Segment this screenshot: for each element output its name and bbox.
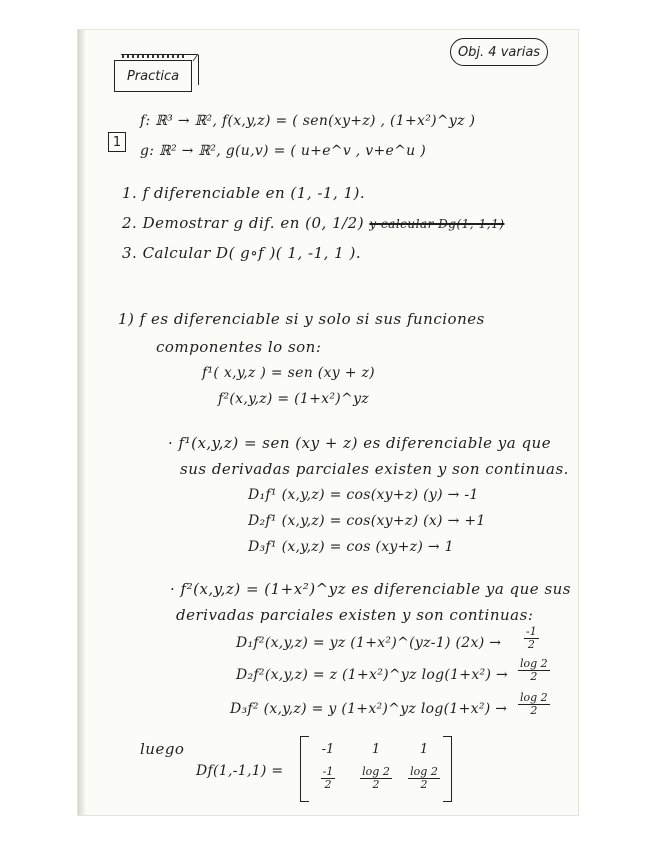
problem-number: 1 [112,134,122,150]
matrix-cell-2-2 [356,766,396,791]
page-edge-shadow [78,30,86,815]
d2-f2-value-num: log 2 [520,657,548,670]
matrix-cell-2-3 [404,766,444,791]
matrix-cell-2-2-den: 2 [372,778,380,791]
matrix-cell-1-1: -1 [321,742,335,757]
d2-f2-value-den: 2 [530,670,538,683]
matrix-cell-2-3-den: 2 [420,778,428,791]
d2-f2: D₂f²(x,y,z) = z (1+x²)^yz log(1+x²) → [236,667,508,683]
jacobian-matrix [300,736,452,802]
d3-f2-value [518,692,550,717]
f2-claim-line-2: derivadas parciales existen y son continuas: [176,606,534,624]
f1-claim-line-2: sus derivadas parciales existen y son continuas. [180,460,569,478]
task-2 [122,216,504,231]
matrix-cell-2-1-num: -1 [322,765,334,778]
matrix-cell-2-1-den: 2 [324,778,332,791]
matrix-right-bracket [443,736,452,802]
g-definition: g: ℝ² → ℝ², g(u,v) = ( u+e^v , v+e^u ) [140,143,426,159]
f-definition: f: ℝ³ → ℝ², f(x,y,z) = ( sen(xy+z) , (1+x²)^yz ) [140,113,476,129]
task-2-text: 2. Demostrar g dif. en (0, 1/2) [122,214,365,232]
d2-f2-value [518,658,550,683]
solution-intro-1: 1) f es diferenciable si y solo si sus funciones [118,310,485,328]
matrix-cell-1-2: 1 [371,742,381,757]
d2-f1: D₂f¹ (x,y,z) = cos(xy+z) (x) → +1 [248,513,486,529]
f2-definition: f²(x,y,z) = (1+x²)^yz [218,391,369,407]
df-label: Df(1,-1,1) = [196,763,284,779]
d1-f2-value [524,626,539,651]
header-badge: Obj. 4 varias [450,38,548,66]
task-2-struck: y calcular Dg(1,-1,1) [369,217,505,231]
d3-f2-value-num: log 2 [520,691,548,704]
d3-f2-value-den: 2 [530,704,538,717]
solution-intro-2: componentes lo son: [156,338,322,356]
problem-number-box [108,132,126,152]
f1-claim-line-1: · f¹(x,y,z) = sen (xy + z) es diferenciable ya que [168,434,552,452]
task-1: 1. f diferenciable en (1, -1, 1). [122,184,366,202]
task-3: 3. Calcular D( g∘f )( 1, -1, 1 ). [122,244,362,262]
practica-title: Practica [126,68,180,84]
practica-title-box [114,60,192,92]
d1-f2-value-num: -1 [526,625,537,638]
d1-f1: D₁f¹ (x,y,z) = cos(xy+z) (y) → -1 [248,487,479,503]
f2-claim-line-1: · f²(x,y,z) = (1+x²)^yz es diferenciable ya que sus [170,580,572,598]
matrix-cell-2-2-num: log 2 [362,765,390,778]
matrix-cell-2-1 [308,766,348,791]
luego-word: luego [140,740,185,758]
f1-definition: f¹( x,y,z ) = sen (xy + z) [202,365,375,381]
matrix-cell-1-3: 1 [419,742,429,757]
d1-f2-value-den: 2 [527,638,535,651]
d1-f2: D₁f²(x,y,z) = yz (1+x²)^(yz-1) (2x) → [236,635,502,651]
notebook-page [78,30,578,815]
d3-f1: D₃f¹ (x,y,z) = cos (xy+z) → 1 [248,539,454,555]
matrix-cell-2-3-num: log 2 [410,765,438,778]
d3-f2: D₃f² (x,y,z) = y (1+x²)^yz log(1+x²) → [230,701,508,717]
